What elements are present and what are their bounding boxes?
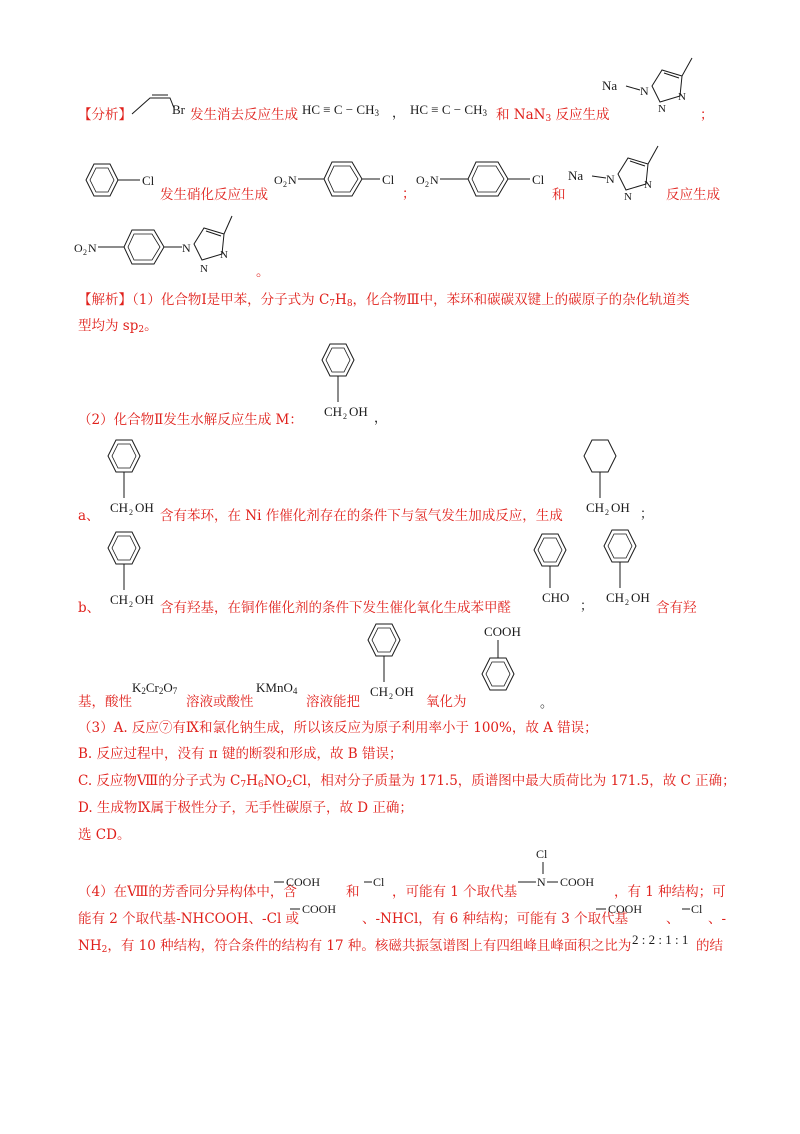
item-b-label: b、 — [78, 600, 101, 616]
svg-text:COOH: COOH — [484, 624, 521, 639]
svg-text:N: N — [288, 173, 297, 187]
item-b-text-2: 含有羟 — [656, 600, 697, 616]
explanation-4-line3-end: 的结 — [696, 938, 723, 954]
svg-text:N: N — [430, 173, 439, 187]
explanation-1: 【解析】（1）化合物Ⅰ是甲苯，分子式为 $C_7H_8$，化合物Ⅲ中，苯环和碳碳双键上的碳原子的杂化轨道类 — [78, 292, 690, 309]
svg-text:OH: OH — [135, 500, 154, 515]
svg-text:2: 2 — [605, 508, 609, 517]
explanation-4-line2-b: 、-NHCl，有 6 种结构；可能有 3 个取代基 — [362, 911, 629, 927]
svg-text:N: N — [606, 172, 615, 186]
p-nitrochlorobenzene-structure — [272, 152, 404, 206]
svg-text:2: 2 — [389, 692, 393, 701]
kmno4-formula: KMnO$_4$ — [256, 680, 298, 696]
svg-text:N: N — [200, 263, 208, 275]
svg-text:Na: Na — [568, 168, 584, 183]
propyne-formula-2: HC ≡ $C - CH_3$ — [410, 102, 487, 118]
svg-text:OH: OH — [611, 500, 630, 515]
svg-text:2: 2 — [343, 412, 347, 421]
item-b-line2-c: 溶液能把 — [306, 694, 360, 710]
benzyl-alcohol-structure-b3 — [356, 620, 436, 704]
explanation-4-b: ，可能有 1 个取代基 — [392, 884, 518, 900]
period: 。 — [256, 264, 270, 280]
and-4: 和 — [346, 884, 360, 900]
svg-text:Cl: Cl — [536, 847, 548, 861]
explanation-2: （2）化合物Ⅱ发生水解反应生成 M： — [78, 412, 303, 428]
svg-text:CH: CH — [370, 684, 389, 699]
na-triazole-structure — [600, 50, 700, 120]
vinyl-bromide-structure — [128, 84, 178, 120]
svg-text:O: O — [274, 173, 283, 187]
svg-text:2: 2 — [129, 600, 133, 609]
cl-group — [362, 868, 392, 894]
svg-text:2: 2 — [425, 180, 429, 189]
item-a-label: a、 — [78, 508, 100, 524]
nitration-text: 发生硝化反应生成 — [160, 187, 268, 203]
svg-text:N: N — [220, 249, 228, 261]
svg-text:2: 2 — [129, 508, 133, 517]
svg-text:Cl: Cl — [532, 172, 545, 187]
svg-text:O: O — [74, 241, 83, 255]
explanation-3-b: B. 反应过程中，没有 π 键的断裂和形成，故 B 错误； — [78, 746, 403, 762]
svg-text:OH: OH — [135, 592, 154, 607]
svg-text:CH: CH — [110, 500, 129, 515]
svg-text:CH: CH — [586, 500, 605, 515]
svg-text:COOH: COOH — [302, 902, 337, 916]
analysis-text-1: 发生消去反应生成 — [190, 107, 298, 123]
explanation-3-d: D. 生成物Ⅸ属于极性分子，无手性碳原子，故 D 正确； — [78, 800, 413, 816]
svg-text:N: N — [640, 84, 649, 98]
svg-text:Cl: Cl — [691, 902, 703, 916]
cl-group-2 — [680, 895, 710, 921]
explanation-1-line2: 型均为 $sp_2$。 — [78, 318, 158, 335]
analysis-tag: 【分析】 — [78, 107, 132, 123]
svg-text:Cl: Cl — [142, 173, 155, 188]
svg-text:OH: OH — [631, 590, 650, 605]
item-a-text: 含有苯环，在 Ni 作催化剂存在的条件下与氢气发生加成反应，生成 — [160, 508, 563, 524]
analysis-text-2: 和 NaN$_3$ 反应生成 — [496, 107, 610, 124]
svg-text:2: 2 — [83, 248, 87, 257]
explanation-3-answer: 选 CD。 — [78, 827, 131, 843]
chlorobenzene-structure — [74, 158, 164, 206]
svg-text:2: 2 — [625, 598, 629, 607]
svg-text:Cl: Cl — [373, 875, 385, 889]
and-text: 和 — [552, 187, 566, 203]
item-b-line2-b: 溶液或酸性 — [186, 694, 254, 710]
svg-text:O: O — [416, 173, 425, 187]
svg-text:COOH: COOH — [560, 875, 595, 889]
propyne-formula: HC ≡ $C - CH_3$ — [302, 102, 379, 118]
explanation-4-c: ，有 1 种结构；可 — [614, 884, 726, 900]
svg-text:N: N — [644, 179, 652, 191]
cooh-group-2 — [288, 895, 364, 921]
svg-text:N: N — [678, 91, 686, 103]
br-label: Br — [172, 102, 185, 117]
explanation-4-a: （4）在Ⅷ的芳香同分异构体中，含 — [78, 884, 297, 900]
svg-text:COOH: COOH — [608, 902, 643, 916]
svg-text:CH: CH — [110, 592, 129, 607]
comma-2: ， — [374, 410, 388, 425]
peak-ratio: 2 : 2 : 1 : 1 — [632, 932, 689, 947]
period-b: 。 — [540, 695, 554, 710]
svg-text:2: 2 — [283, 180, 287, 189]
svg-text:N: N — [624, 191, 632, 203]
svg-text:Na: Na — [602, 78, 618, 93]
explanation-4-line3: $NH_2$，有 10 种结构，符合条件的结构有 17 种。核磁共振氢谱图上有四组峰且峰面积之比为 — [78, 938, 632, 955]
item-b-line2-a: 基，酸性 — [78, 694, 132, 710]
forms-text: 反应生成 — [666, 187, 720, 203]
semicolon-2: ； — [402, 186, 416, 202]
svg-text:Cl: Cl — [382, 172, 395, 187]
n-cl-cooh-group — [516, 844, 616, 896]
item-b-line2-d: 氧化为 — [426, 694, 467, 710]
explanation-3-a: （3）A. 反应⑦有Ⅸ和氯化钠生成，所以该反应为原子利用率小于 100%，故 A 错误； — [78, 720, 598, 736]
p-nitrochlorobenzene-structure-2 — [414, 152, 554, 206]
svg-text:OH: OH — [349, 404, 368, 419]
nitrophenyl-triazole-structure — [72, 210, 262, 280]
cooh-group — [272, 868, 348, 894]
cooh-group-3 — [594, 895, 670, 921]
na-triazole-structure-2 — [566, 136, 666, 206]
semicolon: ； — [700, 107, 714, 123]
svg-text:N: N — [182, 241, 191, 255]
semicolon-b: ； — [580, 598, 594, 613]
svg-text:CHO: CHO — [542, 590, 570, 605]
explanation-4-line2-d: 、- — [708, 911, 727, 927]
svg-text:CH: CH — [324, 404, 343, 419]
svg-text:COOH: COOH — [286, 875, 321, 889]
svg-text:N: N — [537, 875, 546, 889]
semicolon-a: ； — [640, 506, 654, 521]
explanation-3-c: C. 反应物Ⅷ的分子式为 $C_7H_6NO_2Cl$，相对分子质量为 171.5，质谱图中最大质荷比为 171.5，故 C 正确； — [78, 773, 736, 790]
benzoic-acid-structure — [470, 620, 550, 710]
explanation-4-line2: 能有 2 个取代基-NHCOOH、-Cl 或 — [78, 911, 300, 927]
item-b-text: 含有羟基，在铜作催化剂的条件下发生催化氧化生成苯甲醛 — [160, 600, 511, 616]
svg-text:N: N — [658, 103, 666, 115]
explanation-4-line2-c: 、 — [666, 911, 680, 927]
svg-text:OH: OH — [395, 684, 414, 699]
svg-text:CH: CH — [606, 590, 625, 605]
k2cr2o7-formula: $K_2Cr_2O_7$ — [132, 680, 178, 696]
svg-text:N: N — [88, 241, 97, 255]
comma: ， — [392, 105, 406, 120]
